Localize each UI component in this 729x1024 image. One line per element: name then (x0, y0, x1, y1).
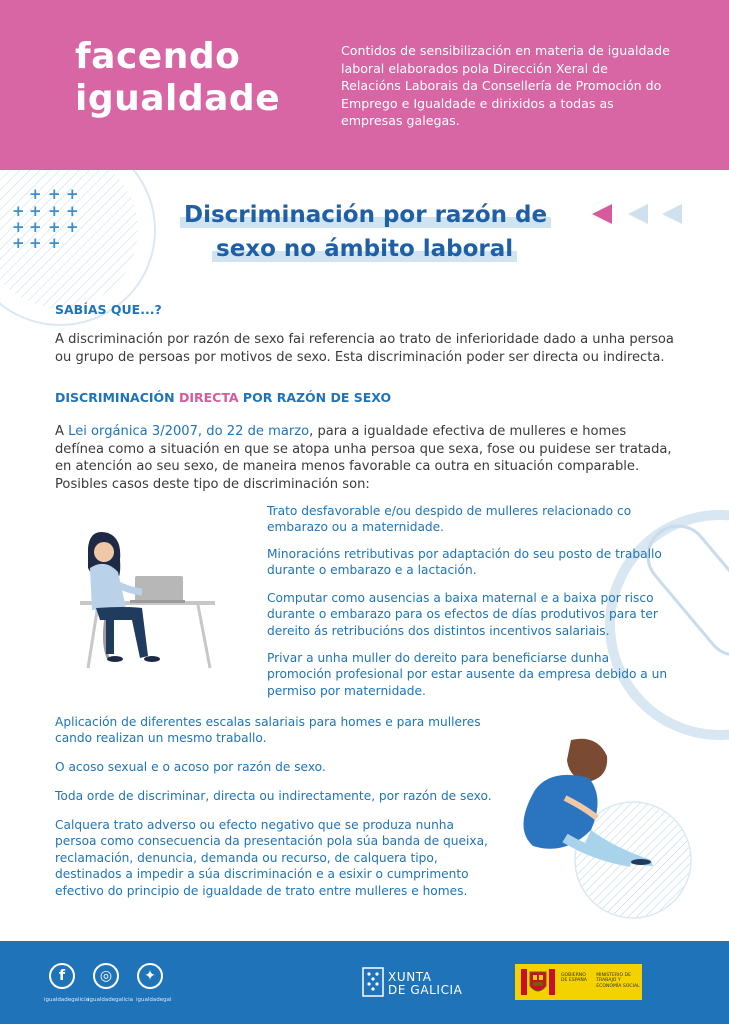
ministry-text (561, 973, 641, 989)
svg-text:+: + (66, 218, 79, 236)
page-title-line-2: sexo no ámbito laboral (212, 236, 517, 262)
case-item: Toda orde de discriminar, directa ou indirectamente, por razón de sexo. (55, 789, 492, 803)
case-item: Aplicación de diferentes escalas salariais para homes e para mulleres cando realizan un mesmo traballo. (55, 715, 481, 746)
page-title-line-1: Discriminación por razón de (180, 202, 551, 228)
sad-person-illustration (505, 738, 665, 868)
case-item: Minoracións retributivas por adaptación do seu posto de traballo durante o embarazo e a lactación. (267, 547, 662, 578)
xunta-logo: XUNTA DE GALICIA (388, 970, 463, 997)
svg-text:+: + (48, 185, 61, 203)
svg-text:+: + (66, 202, 79, 220)
twitter-handle: igualdadegal (136, 997, 172, 1003)
svg-text:+: + (66, 185, 79, 203)
sabias-heading: SABÍAS QUE...? (55, 302, 162, 317)
spain-coat-of-arms-icon (519, 966, 557, 998)
ministry-label: MINISTERIO DE TRABAJO Y ECONOMÍA SOCIAL (596, 973, 640, 989)
svg-text:+: + (29, 234, 42, 252)
svg-text:+: + (12, 202, 25, 220)
svg-text:+: + (48, 234, 61, 252)
header-intro: Contidos de sensibilización en materia de igualdade laboral elaborados pola Dirección Xeral de Relacións Laborais da Consellería de Promoción do Emprego e Igualdade e dirixidos a todas as empresas galegas. (341, 43, 670, 129)
triangle-light-2 (662, 204, 682, 224)
directa-intro: A Lei orgánica 3/2007, do 22 de marzo, para a igualdade efectiva de mulleres e homes defínea como a situación en que se atopa unha persoa que sexa, fose ou puidese ser tratada, en atención ao seu sexo, de maneira menos favorable ca outra en situación comparable. Posibles casos deste tipo de discriminación son: (55, 424, 672, 492)
svg-text:+: + (12, 218, 25, 236)
instagram-icon[interactable]: ◎ (93, 963, 119, 989)
case-item: Privar a unha muller do dereito para beneficiarse dunha promoción profesional por estar ausente da empresa debido a un permiso por maternidade. (267, 651, 668, 698)
gov-label: GOBIERNO DE ESPAÑA (561, 973, 587, 984)
svg-text:+: + (12, 234, 25, 252)
brand-logo (75, 36, 280, 120)
brand-line-1: facendo (75, 36, 241, 77)
sabias-text: A discriminación por razón de sexo fai referencia ao trato de inferioridade dado a unha persoa ou grupo de persoas por motivos de sexo. Esta discriminación poder ser directa ou indirecta. (55, 332, 674, 365)
svg-text:+: + (29, 202, 42, 220)
svg-text:+: + (29, 218, 42, 236)
facebook-handle: igualdadegalicia (44, 997, 89, 1003)
svg-text:+: + (48, 218, 61, 236)
triangle-pink (592, 204, 612, 224)
directa-highlight: DIRECTA (178, 390, 239, 405)
case-item: Calquera trato adverso ou efecto negativo que se produza nunha persoa como consecuencia da presentación pola súa banda de queixa, reclamación, denuncia, demanda ou recurso, de calquera tipo, destinados a impedir a súa discriminación e a esixir o cumprimento efectivo do principio de igualdade de trato entre mulleres e homes. (55, 818, 488, 898)
woman-at-desk-illustration (70, 528, 225, 673)
facebook-icon[interactable]: f (49, 963, 75, 989)
triangle-light-1 (628, 204, 648, 224)
directa-heading: DISCRIMINACIÓN DIRECTA POR RAZÓN DE SEXO (55, 390, 392, 405)
case-item: Trato desfavorable e/ou despido de mulleres relacionado co embarazo ou a maternidade. (267, 504, 632, 535)
instagram-handle: igualdadegalicia (88, 997, 133, 1003)
svg-text:+: + (29, 185, 42, 203)
case-item: Computar como ausencias a baixa maternal e a baixa por risco durante o embarazo para os efectos de días produtivos para ter dereito ás retribucións dos distintos incentivos salariais. (267, 591, 658, 638)
law-link[interactable]: Lei orgánica 3/2007, do 22 de marzo (68, 424, 310, 439)
case-item: O acoso sexual e o acoso por razón de sexo. (55, 760, 326, 774)
xunta-emblem-icon (362, 967, 384, 997)
svg-text:+: + (48, 202, 61, 220)
brand-line-2: igualdade (75, 78, 281, 119)
twitter-icon[interactable]: ✦ (137, 963, 163, 989)
